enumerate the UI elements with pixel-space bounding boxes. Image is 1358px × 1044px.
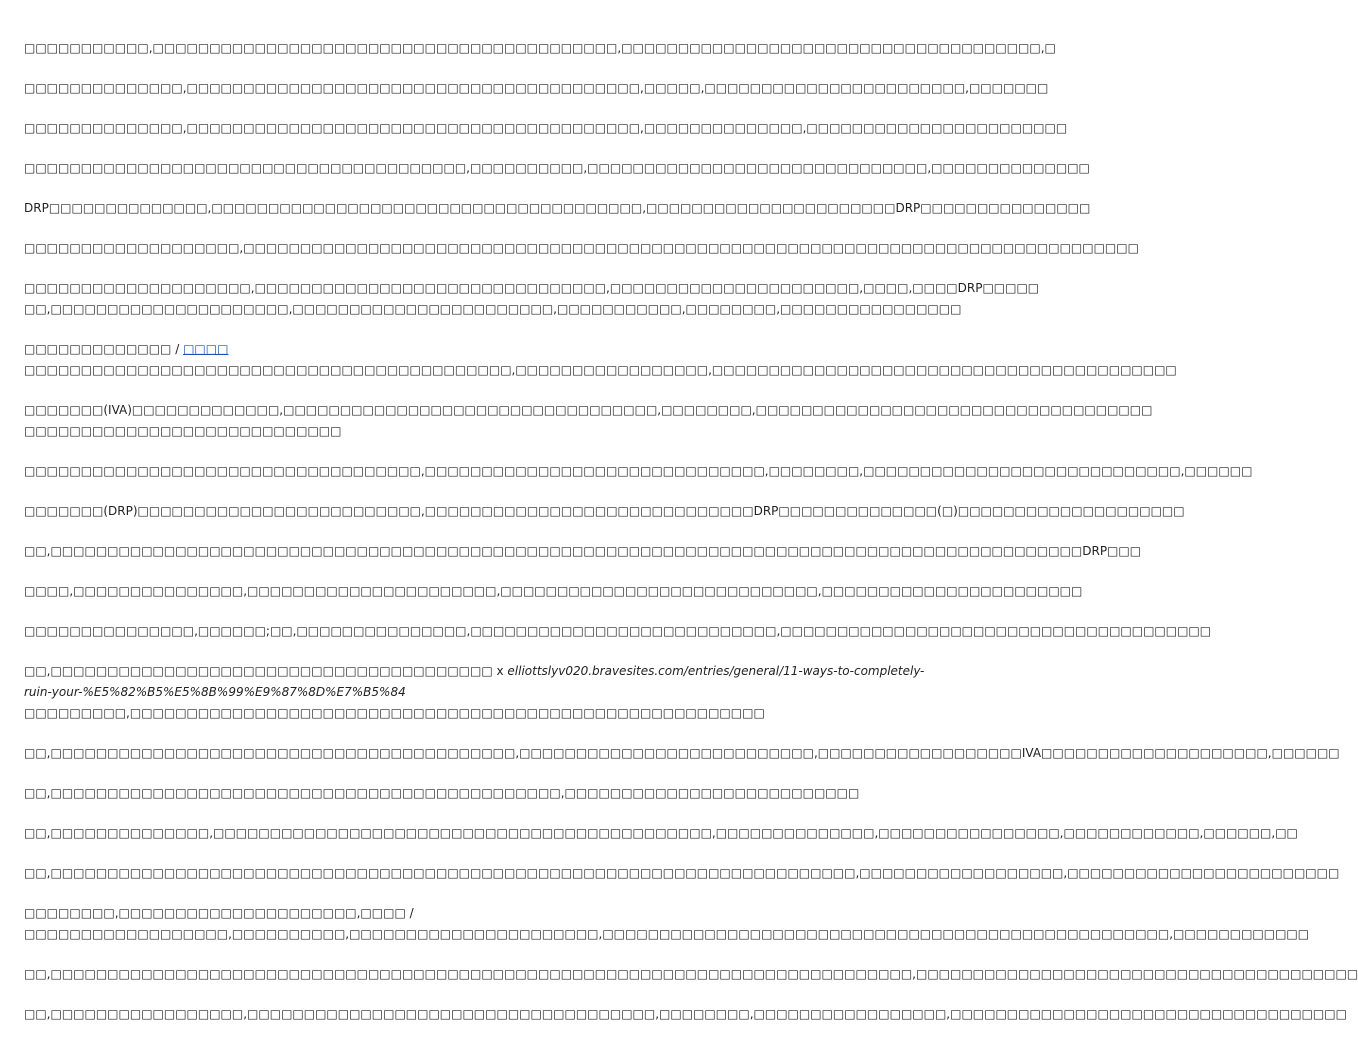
paragraph-line: □□,□□□□□□□□□□□□□□□□□□□□□□□□□□□□□□□□□□□□□□□□□□□□□,□□□□□□□□□□□□□□□□□□□□□□□□□□ — [24, 786, 860, 800]
paragraph-d2 — [24, 1004, 1347, 1025]
paragraph-b4 — [24, 541, 1142, 562]
paragraph-drp — [24, 501, 1185, 522]
paragraph-c3 — [24, 823, 1298, 844]
paragraph-c2 — [24, 783, 860, 804]
paragraph-line: □□□□□□□□□□□□□□□□□□□□□□□□□□□□□□□□□□□,□□□□□□□□□□□□□□□□□□□□□□□□□□□□□□,□□□□□□□□,□□□□□□□□□□□□□□□□□□□□□□□□□□□□,□□□□□□ — [24, 464, 1253, 478]
paragraph-iva — [24, 400, 1153, 442]
paragraph-line: □□□□□□□□□□□□□□□□□□□□□□□□□□□□ — [24, 424, 342, 438]
paragraph-line: □□□□□□□□□□□□□□□□□□□□□□□□□□□□□□□□□□□□□□□,□□□□□□□□□□,□□□□□□□□□□□□□□□□□□□□□□□□□□□□□□,□□□□□□□□□□□□□□ — [24, 161, 1090, 175]
url-text: elliottslyv020.bravesites.com/entries/general/11-ways-to-completely- — [507, 664, 925, 678]
paragraph-2 — [24, 78, 1049, 99]
article-body — [24, 38, 1358, 1044]
paragraph-line: □□□□□□□□□,□□□□□□□□□□□□□□□□□□□□□□□□□□□□□□□□□□□□□□□□□□□□□□□□□□□□□□□□ — [24, 706, 765, 720]
paragraph-c4 — [24, 863, 1340, 884]
paragraph-line: DRP□□□□□□□□□□□□□□,□□□□□□□□□□□□□□□□□□□□□□□□□□□□□□□□□□□□□□,□□□□□□□□□□□□□□□□□□□□□□DRP□□□□□□□□□□□□□□□ — [24, 201, 1091, 215]
paragraph-line: □□□□□□□□□□□□□□,□□□□□□□□□□□□□□□□□□□□□□□□□□□□□□□□□□□□□□□□,□□□□□□□□□□□□□□,□□□□□□□□□□□□□□□□□□□□□□□ — [24, 121, 1068, 135]
paragraph-line: □□,□□□□□□□□□□□□□□□□□□□□□□□□□□□□□□□□□□□□□□□□□□□□□□□□□□□□□□□□□□□□□□□□□□□□□□□□□□□□□□□□□□□□□□□□□□□DRP□□□ — [24, 544, 1142, 558]
paragraph-c1 — [24, 743, 1340, 764]
paragraph-line: □□□□□□□□□□□□□□□□□□□,□□□□□□□□□□□□□□□□□□□□□□□□□□□□□□□□□□□□□□□□□□□□□□□□□□□□□□□□□□□□□□□□□□□□□□□□□□□□□□□ — [24, 241, 1139, 255]
section-heading-text: □□□□□□□□□□□□□ / — [24, 342, 184, 356]
paragraph-1 — [24, 38, 1056, 59]
section-block — [24, 339, 1177, 381]
paragraph-line: □□,□□□□□□□□□□□□□□□□□□□□□□□□□□□□□□□□□□□□□□□□□□□□□□□□□□□□□□□□□□□□□□□□□□□□□□□□□□□□,□□□□□□□□□□□□□□□□□□□□□□□□□□□□□□□□□□□□□□□ — [24, 967, 1358, 981]
paragraph-5 — [24, 198, 1091, 219]
paragraph-line: □□□□□□□(DRP)□□□□□□□□□□□□□□□□□□□□□□□□□,□□□□□□□□□□□□□□□□□□□□□□□□□□□□□DRP□□□□□□□□□□□□□□(□)□□□□□□□□□□□□□□□□□□□□ — [24, 504, 1185, 518]
paragraph-line: □□□□□□□□,□□□□□□□□□□□□□□□□□□□□□,□□□□ / — [24, 906, 414, 920]
link-paragraph — [24, 661, 925, 724]
paragraph-b2 — [24, 461, 1253, 482]
paragraph-line: □□□□□□□□□□□□□□□□□□,□□□□□□□□□□,□□□□□□□□□□□□□□□□□□□□□□,□□□□□□□□□□□□□□□□□□□□□□□□□□□□□□□□□□□□□□□□□□□□□□□□□□,□□□□□□□□□□□□ — [24, 927, 1310, 941]
paragraph-b6 — [24, 621, 1212, 642]
paragraph-line: □□,□□□□□□□□□□□□□□□□□□□□□,□□□□□□□□□□□□□□□□□□□□□□□,□□□□□□□□□□□,□□□□□□□□,□□□□□□□□□□□□□□□□ — [24, 302, 962, 316]
tail-paragraph — [24, 903, 1310, 945]
paragraph-d1 — [24, 964, 1358, 985]
url-text: ruin-your-%E5%82%B5%E5%8B%99%E9%87%8D%E7%B5%84 — [24, 685, 406, 699]
paragraph-b5 — [24, 581, 1083, 602]
paragraph-line: □□□□□□□(IVA)□□□□□□□□□□□□□,□□□□□□□□□□□□□□□□□□□□□□□□□□□□□□□□□,□□□□□□□□,□□□□□□□□□□□□□□□□□□□□□□□□□□□□□□□□□□□ — [24, 403, 1153, 417]
paragraph-line: □□□□,□□□□□□□□□□□□□□□,□□□□□□□□□□□□□□□□□□□□□□,□□□□□□□□□□□□□□□□□□□□□□□□□□□□,□□□□□□□□□□□□□□□□□□□□□□□ — [24, 584, 1083, 598]
link-paragraph-line — [24, 661, 925, 682]
paragraph-4 — [24, 158, 1090, 179]
paragraph-line: □□□□□□□□□□□□□□□,□□□□□□;□□,□□□□□□□□□□□□□□□,□□□□□□□□□□□□□□□□□□□□□□□□□□□,□□□□□□□□□□□□□□□□□□□□□□□□□□□□□□□□□□□□□□ — [24, 624, 1212, 638]
paragraph-6 — [24, 238, 1139, 259]
paragraph-3 — [24, 118, 1068, 139]
section-heading-link[interactable]: □□□□ — [183, 342, 229, 356]
paragraph-line: □□,□□□□□□□□□□□□□□□□□□□□□□□□□□□□□□□□□□□□□□□□□,□□□□□□□□□□□□□□□□□□□□□□□□□□,□□□□□□□□□□□□□□□□□□IVA□□□□□□□□□□□□□□□□□□□□,□□□□□□ — [24, 746, 1340, 760]
section-heading — [24, 339, 696, 360]
paragraph-line: □□,□□□□□□□□□□□□□□□□□,□□□□□□□□□□□□□□□□□□□□□□□□□□□□□□□□□□□□,□□□□□□□□,□□□□□□□□□□□□□□□□□,□□□□□□□□□□□□□□□□□□□□□□□□□□□□□□□□□□□ — [24, 1007, 1347, 1021]
paragraph-line: □□,□□□□□□□□□□□□□□□□□□□□□□□□□□□□□□□□□□□□□□□□□□□□□□□□□□□□□□□□□□□□□□□□□□□□□□□,□□□□□□□□□□□□□□□□□□,□□□□□□□□□□□□□□□□□□□□□□□□ — [24, 866, 1340, 880]
paragraph-line: □□□□□□□□□□□,□□□□□□□□□□□□□□□□□□□□□□□□□□□□□□□□□□□□□□□□□,□□□□□□□□□□□□□□□□□□□□□□□□□□□□□□□□□□□□□,□ — [24, 41, 1056, 55]
paragraph-line: □□□□□□□□□□□□□□,□□□□□□□□□□□□□□□□□□□□□□□□□□□□□□□□□□□□□□□□,□□□□□,□□□□□□□□□□□□□□□□□□□□□□□,□□□□□□□ — [24, 81, 1049, 95]
paragraph-line: □□,□□□□□□□□□□□□□□,□□□□□□□□□□□□□□□□□□□□□□□□□□□□□□□□□□□□□□□□□□□□,□□□□□□□□□□□□□□,□□□□□□□□□□□□□□□□,□□□□□□□□□□□□,□□□□□□,□□ — [24, 826, 1298, 840]
paragraph-line: □□□□□□□□□□□□□□□□□□□□□□□□□□□□□□□□□□□□□□□□□□□,□□□□□□□□□□□□□□□□□,□□□□□□□□□□□□□□□□□□□□□□□□□□□□□□□□□□□□□□□□□ — [24, 363, 1177, 377]
paragraph-7 — [24, 278, 1040, 320]
link-paragraph-prefix: □□,□□□□□□□□□□□□□□□□□□□□□□□□□□□□□□□□□□□□□□□ x — [24, 664, 508, 678]
paragraph-line: □□□□□□□□□□□□□□□□□□□□,□□□□□□□□□□□□□□□□□□□□□□□□□□□□□□□,□□□□□□□□□□□□□□□□□□□□□□,□□□□,□□□□DRP□□□□□ — [24, 281, 1040, 295]
